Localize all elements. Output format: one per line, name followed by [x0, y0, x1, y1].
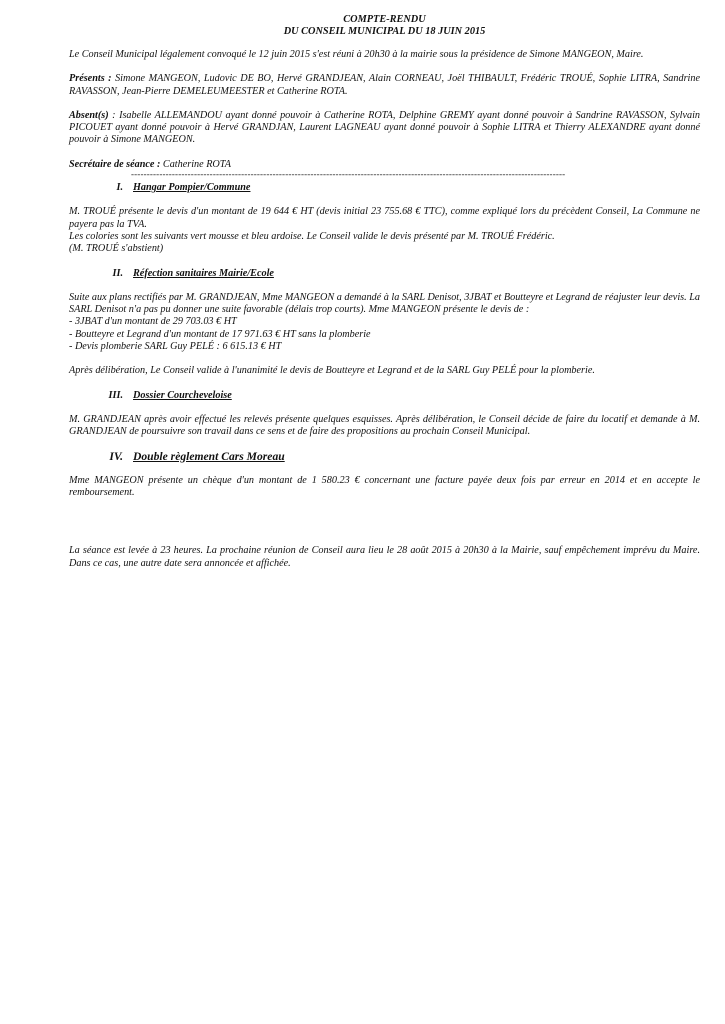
- section-2-paragraph: [69, 292, 700, 353]
- absents-text: : Isabelle ALLEMANDOU ayant donné pouvoir à Catherine ROTA, Delphine GREMY ayant donné pouvoir à Sandrine RAVASSON, Sylvain PICOUET ayant donné pouvoir à Hervé GRANDJAN, Laurent LAGNEAU ayant donné pouvoir à Sophie LITRA et Thierry ALEXANDRE ayant donné pouvoir à Simone MANGEON.: [69, 109, 701, 146]
- document-page: [69, 14, 700, 570]
- presents-text: Simone MANGEON, Ludovic DE BO, Hervé GRANDJEAN, Alain CORNEAU, Joël THIBAULT, Frédéric TROUÉ, Sophie LITRA, Sandrine RAVASSON, Jean-Pierre DEMELEUMEESTER et Catherine ROTA.: [69, 73, 700, 97]
- document-title-line2: DU CONSEIL MUNICIPAL DU 18 JUIN 2015: [283, 25, 486, 37]
- list-item: - Devis plomberie SARL Guy PELÉ : 6 615.13 € HT: [69, 341, 282, 353]
- intro-paragraph: Le Conseil Municipal légalement convoqué le 12 juin 2015 s'est réuni à 20h30 à la mairie sous la présidence de Simone MANGEON, Maire.: [69, 49, 644, 60]
- section-number: II.: [112, 267, 123, 279]
- secretaire-label: Secrétaire de séance :: [69, 158, 161, 170]
- absents-paragraph: [69, 110, 700, 147]
- section-3-paragraph: M. GRANDJEAN après avoir effectué les relevés présente quelques esquisses. Après délibération, le Conseil décide de faire du locatif et demande à M. GRANDJEAN de poursuivre son travail dans ce sens et de faire des propositions au prochain Conseil Municipal.: [69, 413, 700, 438]
- presents-label: Présents :: [69, 73, 112, 85]
- separator-text: ------------------------------------------------------------------------------------------------------------------------------------------: [131, 171, 566, 180]
- secretaire-text: Catherine ROTA: [162, 158, 231, 170]
- section-title: Hangar Pompier/Commune: [133, 182, 251, 194]
- section-heading-3: [69, 390, 700, 402]
- separator-line: [69, 171, 700, 182]
- section-title: Double règlement Cars Moreau: [133, 449, 285, 463]
- text-line: Suite aux plans rectifiés par M. GRANDJEAN, Mme MANGEON a demandé à la SARL Denisot, 3JBAT et Boutteyre et Legrand de réajuster leur devis. La SARL Denisot n'a pas pu donner une suite favorable (délais trop courts). Mme MANGEON présente le devis de :: [69, 291, 700, 316]
- text-line: (M. TROUÉ s'abstient): [69, 243, 164, 255]
- section-heading-1: [69, 182, 700, 194]
- closing-paragraph: La séance est levée à 23 heures. La prochaine réunion de Conseil aura lieu le 28 août 2015 à 20h30 à la Mairie, sauf empêchement imprévu du Maire. Dans ce cas, une autre date sera annoncée et affichée.: [69, 545, 700, 569]
- list-item: - Boutteyre et Legrand d'un montant de 17 971.63 € HT sans la plomberie: [69, 328, 371, 340]
- section-heading-2: [69, 268, 700, 280]
- secretaire-paragraph: [69, 159, 700, 171]
- section-number: III.: [108, 389, 123, 401]
- section-title: Réfection sanitaires Mairie/Ecole: [133, 267, 274, 279]
- list-item: - 3JBAT d'un montant de 29 703.03 € HT: [69, 316, 237, 328]
- presents-paragraph: [69, 73, 700, 98]
- document-title-line1: COMPTE-RENDU: [343, 14, 426, 25]
- section-heading-4: [69, 451, 700, 463]
- text-line: M. TROUÉ présente le devis d'un montant de 19 644 € HT (devis initial 23 755.68 € TTC), comme expliqué lors du précèdent Conseil, La Commune ne payera pas la TVA.: [69, 206, 700, 230]
- section-number: I.: [116, 182, 123, 194]
- section-1-paragraph: [69, 206, 700, 255]
- absents-label: Absent(s): [69, 109, 109, 121]
- section-title: Dossier Courcheveloise: [133, 389, 232, 401]
- text-line: Les colories sont les suivants vert mousse et bleu ardoise. Le Conseil valide le devis présenté par M. TROUÉ Frédéric.: [69, 230, 555, 242]
- section-4-paragraph: Mme MANGEON présente un chèque d'un montant de 1 580.23 € concernant une facture payée deux fois par erreur en 2014 et en accepte le remboursement.: [69, 474, 700, 499]
- section-2-decision: Après délibération, Le Conseil valide à l'unanimité le devis de Boutteyre et Legrand et de la SARL Guy PELÉ pour la plomberie.: [69, 365, 595, 377]
- section-number: IV.: [109, 449, 123, 463]
